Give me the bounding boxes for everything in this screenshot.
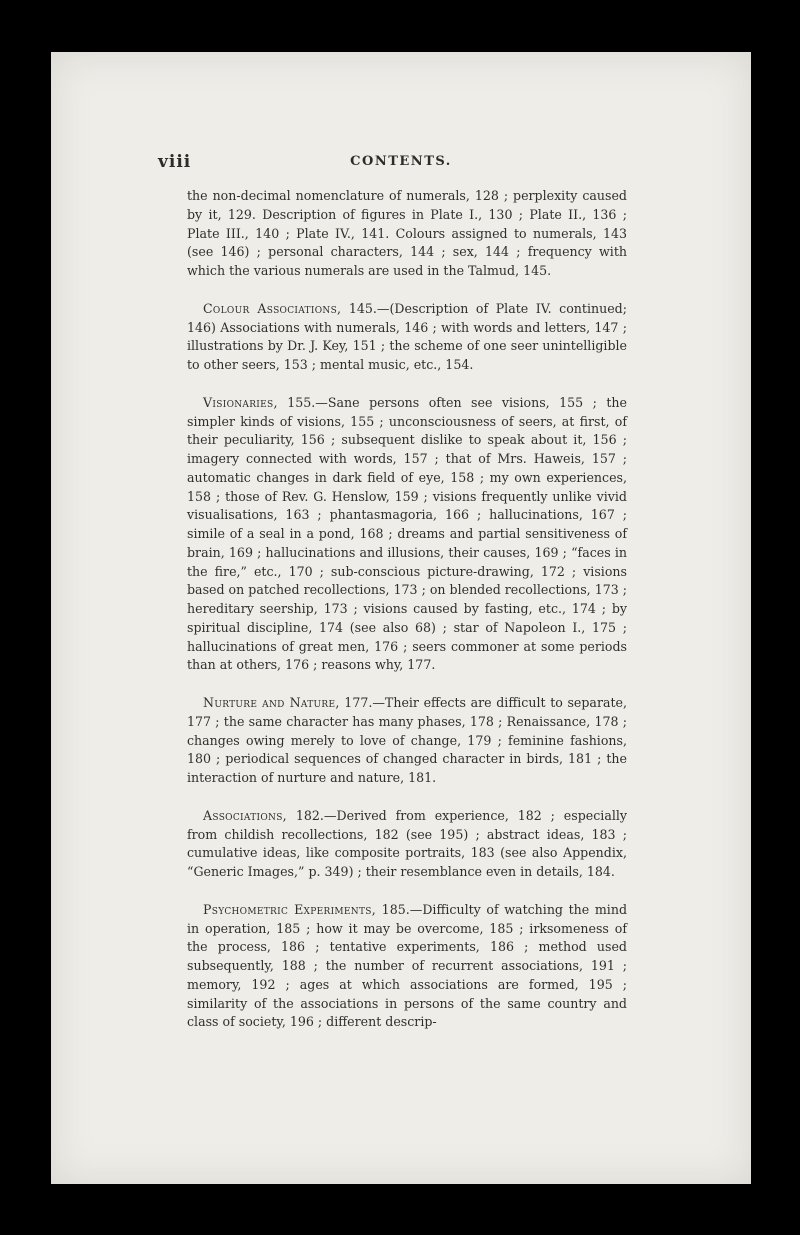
contents-entry-colour-associations (187, 300, 627, 375)
contents-entry-continued (187, 187, 627, 281)
entry-text: 145.—(Description of Plate IV. continued; 146) Associations with numerals, 146 ; with words and letters, 147 ; illustrations by Dr. J. Key, 151 ; the scheme of one seer unintelligible to other seers, 153 ; mental music, etc., 154. (187, 300, 627, 372)
page-number: viii (158, 152, 192, 172)
running-head: CONTENTS. (350, 154, 452, 169)
entry-heading: Psychometric Experiments, (203, 901, 377, 917)
page-header (51, 152, 751, 174)
entry-text: 185.—Difficulty of watching the mind in operation, 185 ; how it may be overcome, 185 ; irksomeness of the process, 186 ; tentative experiments, 186 ; method used subsequently, 188 ; the number of recurrent associations, 191 ; memory, 192 ; ages at which associations are formed, 195 ; similarity of the associations in persons of the same country and class of society, 196 ; different descrip- (187, 901, 628, 1030)
entry-text: 155.—Sane persons often see visions, 155 ; the simpler kinds of visions, 155 ; unconsciousness of seers, at first, of their peculiarity, 156 ; subsequent dislike to speak about it, 156 ; imagery connected with words, 157 ; that of Mrs. Haweis, 157 ; automatic changes in dark field of eye, 158 ; my own experiences, 158 ; those of Rev. G. Henslow, 159 ; visions frequently unlike vivid visualisations, 163 ; phantasmagoria, 166 ; hallucinations, 167 ; simile of a seal in a pond, 168 ; dreams and partial sensitiveness of brain, 169 ; hallucinations and illusions, their causes, 169 ; “faces in the fire,” etc., 170 ; sub-conscious picture-drawing, 172 ; visions based on patched recollections, 173 ; on blended recollections, 173 ; hereditary seership, 173 ; visions caused by fasting, etc., 174 ; by spiritual discipline, 174 (see also 68) ; star of Napoleon I., 175 ; hallucinations of great men, 176 ; seers commoner at some periods than at others, 176 ; reasons why, 177. (187, 394, 627, 673)
contents-entry-psychometric-experiments (187, 901, 627, 1032)
entry-heading: Associations, (203, 807, 287, 823)
contents-body (187, 187, 627, 1051)
entry-heading: Visionaries, (203, 394, 278, 410)
entry-text: 182.—Derived from experience, 182 ; especially from childish recollections, 182 (see 195) ; abstract ideas, 183 ; cumulative ideas, like composite portraits, 183 (see also Appendix, “Generic Images,” p. 349) ; their resemblance even in details, 184. (187, 807, 627, 879)
entry-heading: Nurture and Nature, (203, 695, 340, 710)
entry-heading: Colour Associations, (203, 300, 342, 316)
contents-entry-associations (187, 807, 627, 882)
contents-entry-visionaries (187, 394, 627, 675)
entry-text: 177.—Their effects are difficult to separate, 177 ; the same character has many phases, 178 ; Renaissance, 178 ; changes owing merely to love of change, 179 ; feminine fashions, 180 ; periodical sequences of changed character in birds, 181 ; the interaction of nurture and nature, 181. (187, 695, 627, 785)
entry-text: the non-decimal nomenclature of numerals, 128 ; perplexity caused by it, 129. Description of figures in Plate I., 130 ; Plate II., 136 ; Plate III., 140 ; Plate IV., 141. Colours assigned to numerals, 143 (see 146) ; personal characters, 144 ; sex, 144 ; frequency with which the various numerals are used in the Talmud, 145. (187, 188, 627, 278)
contents-entry-nurture-and-nature (187, 694, 627, 788)
book-page (51, 52, 751, 1184)
